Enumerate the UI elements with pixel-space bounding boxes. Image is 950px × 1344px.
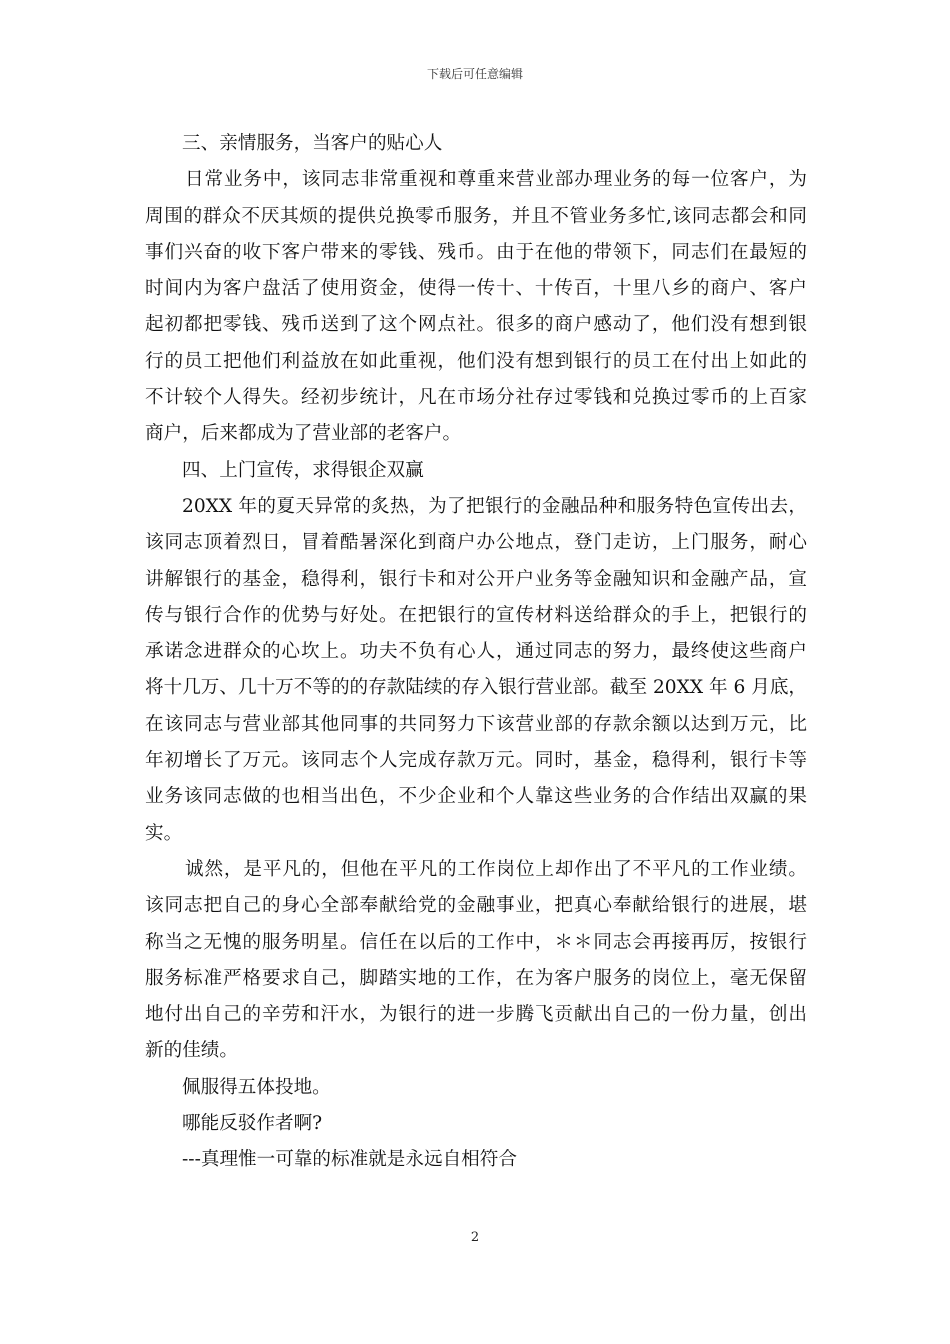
paragraph-line: 行的员工把他们利益放在如此重视，他们没有想到银行的员工在付出上如此的 xyxy=(145,350,807,372)
paragraph-line: 日常业务中，该同志非常重视和尊重来营业部办理业务的每一位客户，为 xyxy=(185,169,807,191)
paragraph-line: 讲解银行的基金，稳得利，银行卡和对公开户业务等金融知识和金融产品，宣 xyxy=(145,568,807,590)
paragraph-line: 商户，后来都成为了营业部的老客户。 xyxy=(145,423,462,445)
paragraph-line: 该同志顶着烈日，冒着酷暑深化到商户办公地点，登门走访，上门服务，耐心 xyxy=(145,532,807,554)
paragraph-line: 地付出自己的辛劳和汗水，为银行的进一步腾飞贡献出自己的一份力量，创出 xyxy=(145,1004,807,1026)
section-heading-4: 四、上门宣传，求得银企双赢 xyxy=(182,459,424,481)
paragraph-line: 业务该同志做的也相当出色，不少企业和个人靠这些业务的合作结出双赢的果 xyxy=(145,786,807,808)
paragraph-line: 诚然，是平凡的，但他在平凡的工作岗位上却作出了不平凡的工作业绩。 xyxy=(185,858,807,880)
quote-line: 佩服得五体投地。 xyxy=(182,1076,331,1098)
paragraph-line: 20XX 年的夏天异常的炙热，为了把银行的金融品种和服务特色宣传出去， xyxy=(182,495,807,517)
page-number: 2 xyxy=(470,1230,480,1245)
quote-attribution: ---真理惟一可靠的标准就是永远自相符合 xyxy=(182,1149,517,1171)
paragraph-line: 新的佳绩。 xyxy=(145,1040,238,1062)
document-body xyxy=(145,126,807,1179)
paragraph-line: 周围的群众不厌其烦的提供兑换零币服务，并且不管业务多忙,该同志都会和同 xyxy=(145,205,807,227)
paragraph-line: 将十几万、几十万不等的的存款陆续的存入银行营业部。截至 20XX 年 6 月底， xyxy=(145,677,808,699)
paragraph-line: 时间内为客户盘活了使用资金，使得一传十、十传百，十里八乡的商户、客户 xyxy=(145,278,807,300)
quote-line: 哪能反驳作者啊? xyxy=(182,1113,323,1135)
paragraph-line: 该同志把自己的身心全部奉献给党的金融事业，把真心奉献给银行的进展，堪 xyxy=(145,895,807,917)
paragraph-line: 称当之无愧的服务明星。信任在以后的工作中，＊＊同志会再接再厉，按银行 xyxy=(145,931,807,953)
page-header: 下载后可任意编辑 xyxy=(426,67,523,81)
paragraph-line: 年初增长了万元。该同志个人完成存款万元。同时，基金，稳得利，银行卡等 xyxy=(145,750,807,772)
section-heading-3: 三、亲情服务，当客户的贴心人 xyxy=(182,133,443,154)
paragraph-line: 在该同志与营业部其他同事的共同努力下该营业部的存款余额以达到万元，比 xyxy=(145,713,807,735)
paragraph-line: 不计较个人得失。经初步统计，凡在市场分社存过零钱和兑换过零币的上百家 xyxy=(145,387,807,409)
paragraph-line: 传与银行合作的优势与好处。在把银行的宣传材料送给群众的手上，把银行的 xyxy=(145,604,807,626)
paragraph-line: 事们兴奋的收下客户带来的零钱、残币。由于在他的带领下，同志们在最短的 xyxy=(145,241,807,263)
paragraph-line: 承诺念进群众的心坎上。功夫不负有心人，通过同志的努力，最终使这些商户 xyxy=(145,641,807,663)
paragraph-line: 实。 xyxy=(145,822,183,844)
paragraph-line: 起初都把零钱、残币送到了这个网点社。很多的商户感动了，他们没有想到银 xyxy=(145,314,807,336)
paragraph-line: 服务标准严格要求自己，脚踏实地的工作，在为客户服务的岗位上，毫无保留 xyxy=(145,967,807,989)
